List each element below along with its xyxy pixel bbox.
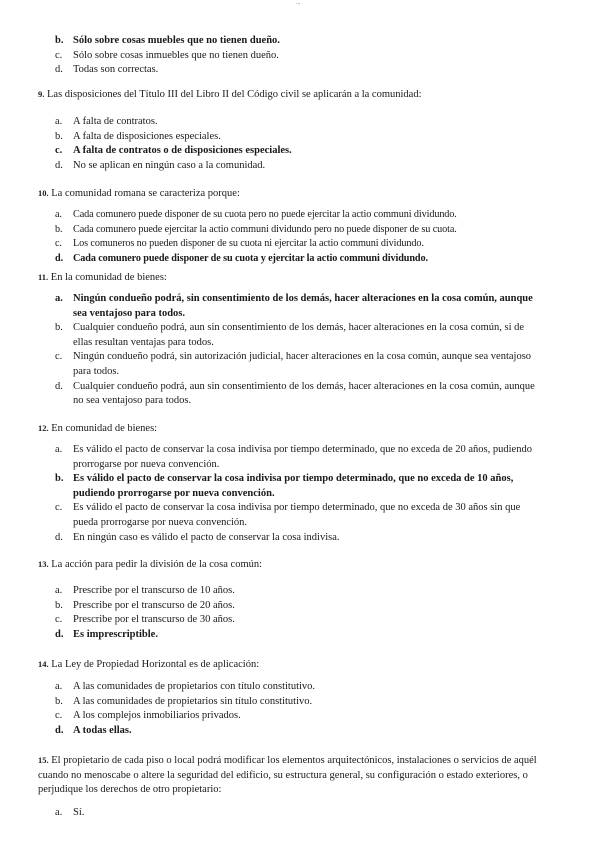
option: b. Cualquier condueño podrá, aun sin consentimiento de los demás, hacer alteraciones en la cosa común, si de ellas resultan ventajas para todos. <box>55 322 525 348</box>
option: c. Prescribe por el transcurso de 30 años. <box>55 614 235 626</box>
option: a. Cada comunero puede disponer de su cuota pero no puede ejercitar la actio communi dividundo. <box>55 209 457 220</box>
question-number: 12. <box>38 423 49 433</box>
option: d. Es imprescriptible. <box>55 628 158 640</box>
option: b. A las comunidades de propietarios sin título constitutivo. <box>55 695 313 707</box>
option: c. Es válido el pacto de conservar la cosa indivisa por tiempo determinado, que no exceda de 30 años sin que pueda prorrogarse por nueva convención. <box>55 502 521 528</box>
question-number: 9. <box>38 89 45 99</box>
question-stem: 9. Las disposiciones del Título III del Libro II del Código civil se aplicarán a la comunidad: <box>38 89 422 100</box>
option: d. A todas ellas. <box>55 724 132 736</box>
question-stem: 10. La comunidad romana se caracteriza porque: <box>38 188 240 199</box>
question-options <box>55 584 535 642</box>
option: a. Es válido el pacto de conservar la cosa indivisa por tiempo determinado, que no exceda de 20 años, pudiendo prorrogarse por nueva convención. <box>55 444 532 470</box>
question-number: 11. <box>38 272 49 282</box>
question-options <box>55 208 545 266</box>
question-options <box>55 680 535 738</box>
option: b. Es válido el pacto de conservar la cosa indivisa por tiempo determinado, que no exceda de 10 años, pudiendo prorrogarse por nueva convención. <box>55 473 514 499</box>
option: c. Sólo sobre cosas inmuebles que no tienen dueño. <box>55 49 279 61</box>
option: c. A los complejos inmobiliarios privados. <box>55 710 241 722</box>
option: d. En ningún caso es válido el pacto de conservar la cosa indivisa. <box>55 531 340 543</box>
option: d. Cualquier condueño podrá, aun sin consentimiento de los demás, hacer alteraciones en la cosa común, aunque no sea ventajoso para todos. <box>55 380 535 407</box>
option: b. Cada comunero puede ejercitar la actio communi dividundo pero no puede disponer de su cuota. <box>55 223 457 235</box>
option: b. A falta de disposiciones especiales. <box>55 130 221 142</box>
question-options <box>55 806 535 821</box>
question-number: 10. <box>38 188 49 198</box>
option: d. Cada comunero puede disponer de su cuota y ejercitar la actio communi dividundo. <box>55 252 428 264</box>
question-stem: 14. La Ley de Propiedad Horizontal es de aplicación: <box>38 659 260 670</box>
option: b. Prescribe por el transcurso de 20 años. <box>55 599 235 611</box>
question-stem: 11. En la comunidad de bienes: <box>38 272 167 283</box>
question-number: 15. <box>38 755 49 765</box>
question-options <box>55 115 535 173</box>
option: a. A falta de contratos. <box>55 116 158 127</box>
question-options <box>55 443 535 545</box>
option: a. Prescribe por el transcurso de 10 años. <box>55 585 235 596</box>
question-number: 14. <box>38 659 49 669</box>
page-top-mark: ... <box>296 0 301 6</box>
option: a. Ningún condueño podrá, sin consentimiento de los demás, hacer alteraciones en la cosa común, aunque sea ventajoso para todos. <box>55 293 533 319</box>
option: d. Todas son correctas. <box>55 64 159 76</box>
option: d. No se aplican en ningún caso a la comunidad. <box>55 159 266 171</box>
option: c. Los comuneros no pueden disponer de su cuota ni ejercitar la actio communi dividundo. <box>55 238 424 250</box>
question-stem: 15. El propietario de cada piso o local podrá modificar los elementos arquitectónicos, instalaciones o servicios de aquél cuando no menoscabe o altere la seguridad del edificio, su estructura general, su configuración o estado exteriores, o perjudique los derechos de otro propietario: <box>38 755 537 796</box>
question-options <box>55 292 535 409</box>
question-stem: 12. En comunidad de bienes: <box>38 423 158 434</box>
option: a. A las comunidades de propietarios con título constitutivo. <box>55 681 316 692</box>
question-number: 13. <box>38 559 49 569</box>
option: b. Sólo sobre cosas muebles que no tienen dueño. <box>55 35 280 46</box>
option: a. Sí. <box>55 807 85 818</box>
question-stem: 13. La acción para pedir la división de la cosa común: <box>38 559 263 570</box>
option: c. Ningún condueño podrá, sin autorización judicial, hacer alteraciones en la cosa común, aunque sea ventajoso para todos. <box>55 351 532 377</box>
option: c. A falta de contratos o de disposiciones especiales. <box>55 145 292 157</box>
prev-question-options <box>55 34 535 78</box>
